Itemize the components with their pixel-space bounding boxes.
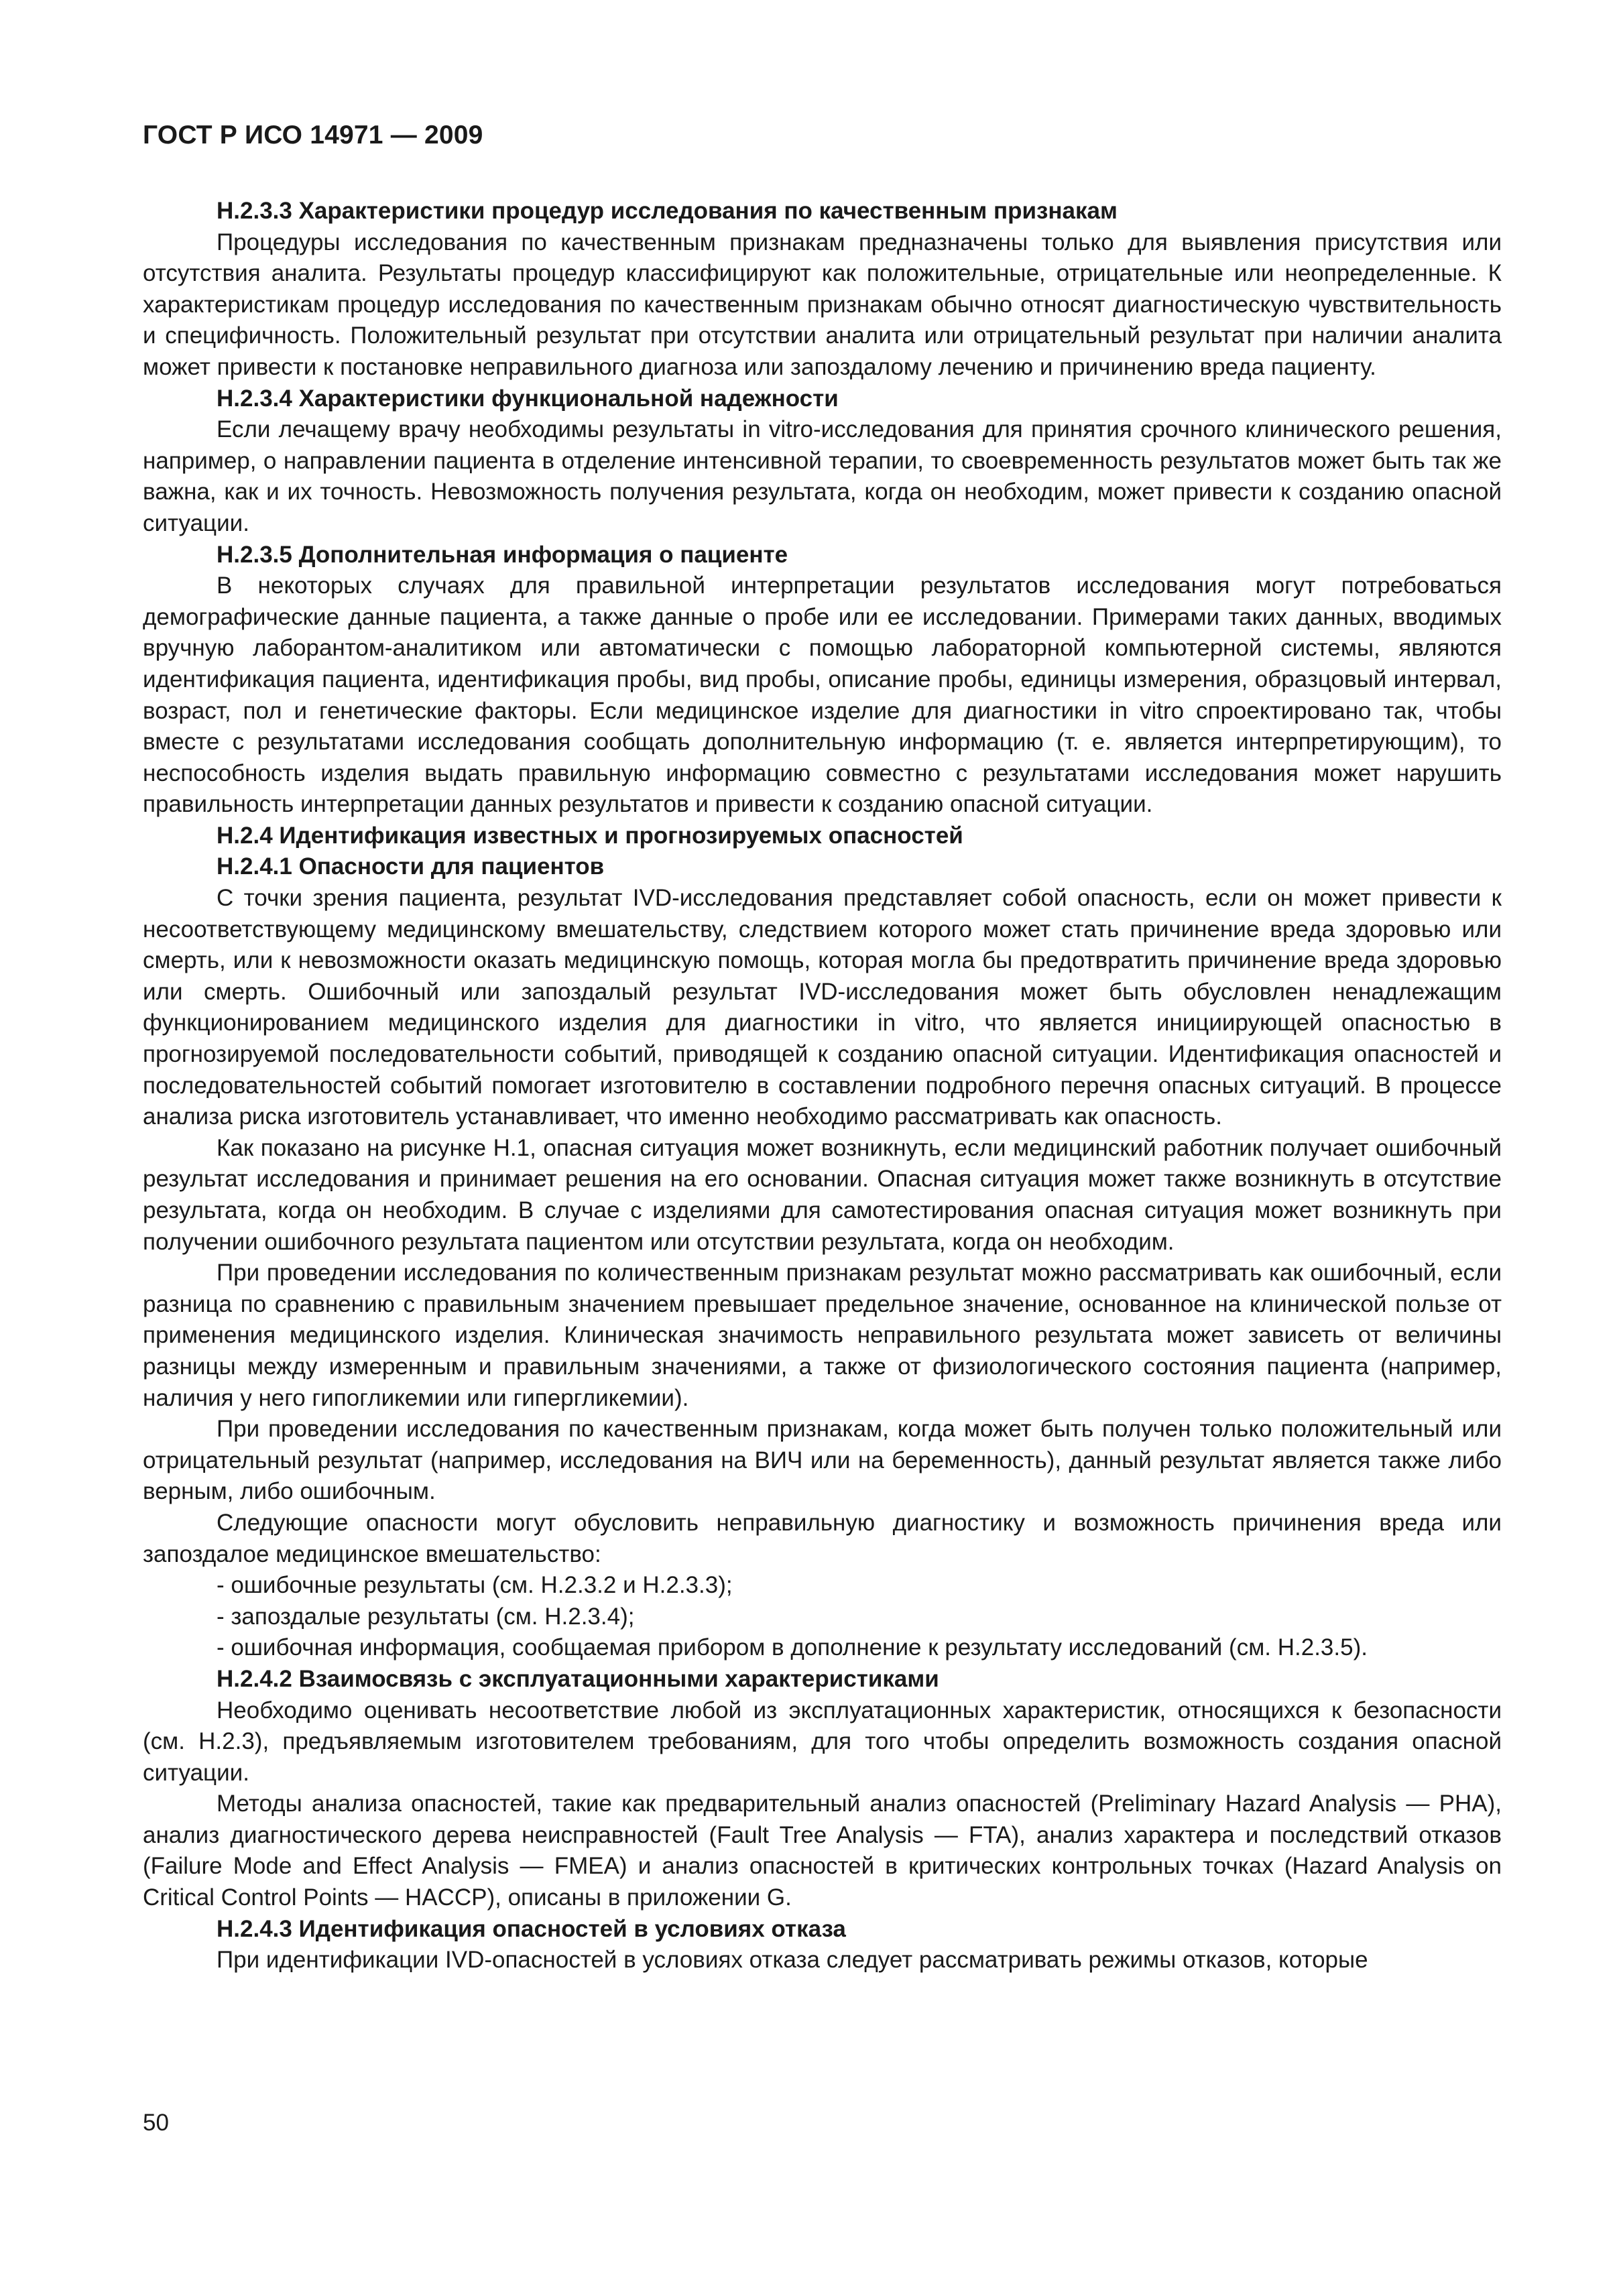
paragraph: Следующие опасности могут обусловить неправильную диагностику и возможность причинения вреда или запоздалое медицинское вмешательство: [143,1509,1502,1567]
section-heading: H.2.4.2 Взаимосвязь с эксплуатационными характеристиками [217,1665,939,1692]
list-item: - ошибочные результаты (см. H.2.3.2 и H.2.3.3); [217,1572,733,1599]
page-number: 50 [143,2110,169,2136]
section-heading: H.2.3.5 Дополнительная информация о пациенте [217,541,788,568]
paragraph: При проведении исследования по количественным признакам результат можно рассматривать как ошибочный, если разница по сравнению с правильным значением превышает предельное значение, основанное на клинической пользе от применения медицинского изделия. Клиническая значимость неправильного результата может зависеть от величины разницы между измеренным и правильным значениями, а также от физиологического состояния пациента (например, наличия у него гипогликемии или гипергликемии). [143,1260,1502,1411]
document-body [143,196,1502,1976]
paragraph: При проведении исследования по качественным признакам, когда может быть получен только положительный или отрицательный результат (например, исследования на ВИЧ или на беременность), данный результат является также либо верным, либо ошибочным. [143,1416,1502,1505]
list-item: - запоздалые результаты (см. H.2.3.4); [217,1603,635,1630]
section-heading: H.2.3.3 Характеристики процедур исследования по качественным признакам [217,198,1118,224]
paragraph: Необходимо оценивать несоответствие любой из эксплуатационных характеристик, относящихся к безопасности (см. H.2.3), предъявляемым изготовителем требованиям, для того чтобы определить возможность создания опасной ситуации. [143,1697,1502,1786]
paragraph: С точки зрения пациента, результат IVD-исследования представляет собой опасность, если он может привести к несоответствующему медицинскому вмешательству, следствием которого может стать причинение вреда здоровью или смерть, или к невозможности оказать медицинскую помощь, которая могла бы предотвратить причинение вреда здоровью или смерть. Ошибочный или запоздалый результат IVD-исследования может быть обусловлен ненадлежащим функционированием медицинского изделия для диагностики in vitro, что является инициирующей опасностью в прогнозируемой последовательности событий, приводящей к созданию опасной ситуации. Идентификация опасностей и последовательностей событий помогает изготовителю в составлении подробного перечня опасных ситуаций. В процессе анализа риска изготовитель устанавливает, что именно необходимо рассматривать как опасность. [143,885,1502,1130]
section-heading: H.2.4.3 Идентификация опасностей в условиях отказа [217,1915,846,1942]
section-heading: H.2.4 Идентификация известных и прогнозируемых опасностей [217,822,963,849]
paragraph: Методы анализа опасностей, такие как предварительный анализ опасностей (Preliminary Hazard Analysis — PHA), анализ диагностического дерева неисправностей (Fault Tree Analysis — FTA), анализ характера и последствий отказов (Failure Mode and Effect Analysis — FMEA) и анализ опасностей в критических контрольных точках (Hazard Analysis on Critical Control Points — HACCP), описаны в приложении G. [143,1791,1502,1911]
paragraph: Процедуры исследования по качественным признакам предназначены только для выявления присутствия или отсутствия аналита. Результаты процедур классифицируют как положительные, отрицательные или неопределенные. К характеристикам процедур исследования по качественным признакам обычно относят диагностическую чувствительность и специфичность. Положительный результат при отсутствии аналита или отрицательный результат при наличии аналита может привести к постановке неправильного диагноза или запоздалому лечению и причинению вреда пациенту. [143,229,1502,380]
list-item: - ошибочная информация, сообщаемая прибором в дополнение к результату исследований (см. H.2.3.5). [217,1634,1368,1661]
paragraph: В некоторых случаях для правильной интерпретации результатов исследования могут потребоваться демографические данные пациента, а также данные о пробе или ее исследовании. Примерами таких данных, вводимых вручную лаборантом-аналитиком или автоматически с помощью лабораторной компьютерной системы, являются идентификация пациента, идентификация пробы, вид пробы, описание пробы, единицы измерения, образцовый интервал, возраст, пол и генетические факторы. Если медицинское изделие для диагностики in vitro спроектировано так, чтобы вместе с результатами исследования сообщать дополнительную информацию (т. е. является интерпретирующим), то неспособность изделия выдать правильную информацию совместно с результатами исследования может нарушить правильность интерпретации данных результатов и привести к созданию опасной ситуации. [143,572,1502,818]
section-heading: H.2.4.1 Опасности для пациентов [217,853,605,880]
paragraph: При идентификации IVD-опасностей в условиях отказа следует рассматривать режимы отказов, которые [217,1947,1368,1974]
section-heading: H.2.3.4 Характеристики функциональной надежности [217,385,839,412]
document-header: ГОСТ Р ИСО 14971 — 2009 [143,121,483,149]
paragraph: Как показано на рисунке H.1, опасная ситуация может возникнуть, если медицинский работник получает ошибочный результат исследования и принимает решения на его основании. Опасная ситуация может также возникнуть в отсутствие результата, когда он необходим. В случае с изделиями для самотестирования опасная ситуация может возникнуть при получении ошибочного результата пациентом или отсутствии результата, когда он необходим. [143,1134,1502,1255]
paragraph: Если лечащему врачу необходимы результаты in vitro-исследования для принятия срочного клинического решения, например, о направлении пациента в отделение интенсивной терапии, то своевременность результатов может быть так же важна, как и их точность. Невозможность получения результата, когда он необходим, может привести к созданию опасной ситуации. [143,416,1502,536]
